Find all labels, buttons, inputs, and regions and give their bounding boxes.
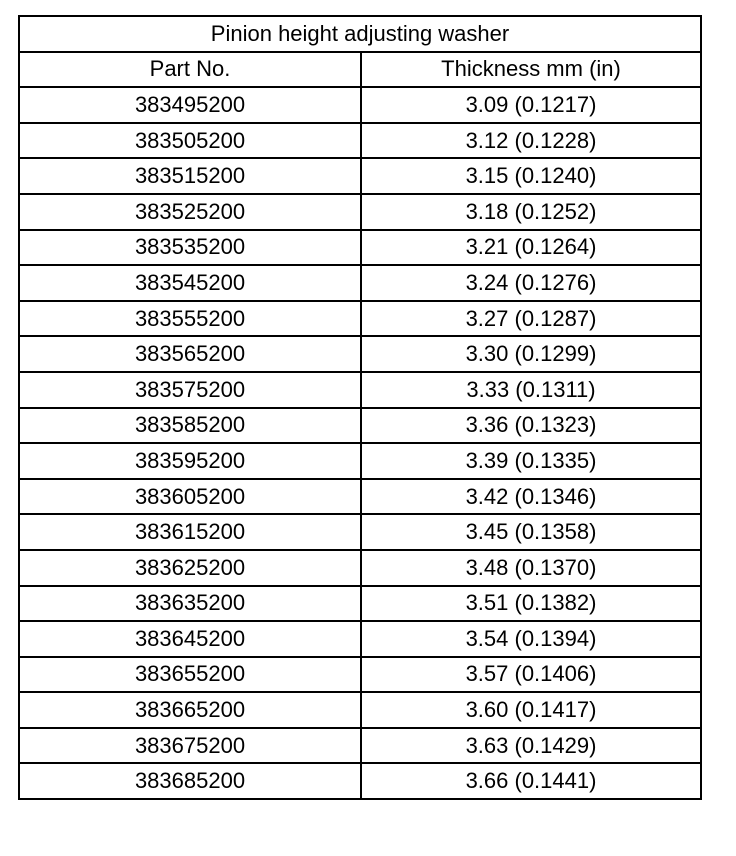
thickness-cell: 3.33 (0.1311) <box>361 372 701 408</box>
table-row <box>19 123 701 159</box>
table-row <box>19 657 701 693</box>
table-row <box>19 550 701 586</box>
thickness-cell: 3.12 (0.1228) <box>361 123 701 159</box>
part-number-cell: 383515200 <box>19 158 361 194</box>
part-number-cell: 383645200 <box>19 621 361 657</box>
part-number-cell: 383685200 <box>19 763 361 799</box>
thickness-cell: 3.15 (0.1240) <box>361 158 701 194</box>
table-row <box>19 230 701 266</box>
table-row <box>19 194 701 230</box>
table-row <box>19 763 701 799</box>
thickness-cell: 3.51 (0.1382) <box>361 586 701 622</box>
thickness-cell: 3.21 (0.1264) <box>361 230 701 266</box>
thickness-cell: 3.42 (0.1346) <box>361 479 701 515</box>
washer-table <box>18 15 702 800</box>
part-number-cell: 383605200 <box>19 479 361 515</box>
table-header-row <box>19 52 701 88</box>
table-row <box>19 586 701 622</box>
part-number-cell: 383565200 <box>19 336 361 372</box>
table-row <box>19 87 701 123</box>
table-title: Pinion height adjusting washer <box>19 16 701 52</box>
part-number-cell: 383655200 <box>19 657 361 693</box>
thickness-cell: 3.09 (0.1217) <box>361 87 701 123</box>
part-number-cell: 383595200 <box>19 443 361 479</box>
part-number-cell: 383535200 <box>19 230 361 266</box>
part-number-cell: 383545200 <box>19 265 361 301</box>
thickness-cell: 3.45 (0.1358) <box>361 514 701 550</box>
table-row <box>19 158 701 194</box>
thickness-cell: 3.27 (0.1287) <box>361 301 701 337</box>
thickness-cell: 3.18 (0.1252) <box>361 194 701 230</box>
part-number-cell: 383625200 <box>19 550 361 586</box>
thickness-cell: 3.36 (0.1323) <box>361 408 701 444</box>
part-number-cell: 383675200 <box>19 728 361 764</box>
table-title-row <box>19 16 701 52</box>
table-row <box>19 336 701 372</box>
part-number-cell: 383525200 <box>19 194 361 230</box>
part-number-cell: 383495200 <box>19 87 361 123</box>
table-row <box>19 514 701 550</box>
part-number-cell: 383665200 <box>19 692 361 728</box>
table-row <box>19 265 701 301</box>
table-row <box>19 728 701 764</box>
thickness-cell: 3.54 (0.1394) <box>361 621 701 657</box>
part-number-cell: 383635200 <box>19 586 361 622</box>
table-row <box>19 479 701 515</box>
thickness-cell: 3.30 (0.1299) <box>361 336 701 372</box>
thickness-cell: 3.48 (0.1370) <box>361 550 701 586</box>
table-body <box>19 87 701 799</box>
table-row <box>19 692 701 728</box>
thickness-cell: 3.63 (0.1429) <box>361 728 701 764</box>
thickness-cell: 3.24 (0.1276) <box>361 265 701 301</box>
header-thickness: Thickness mm (in) <box>361 52 701 88</box>
thickness-cell: 3.57 (0.1406) <box>361 657 701 693</box>
part-number-cell: 383615200 <box>19 514 361 550</box>
table-row <box>19 408 701 444</box>
thickness-cell: 3.60 (0.1417) <box>361 692 701 728</box>
thickness-cell: 3.66 (0.1441) <box>361 763 701 799</box>
part-number-cell: 383585200 <box>19 408 361 444</box>
part-number-cell: 383555200 <box>19 301 361 337</box>
table-row <box>19 372 701 408</box>
thickness-cell: 3.39 (0.1335) <box>361 443 701 479</box>
header-part-no: Part No. <box>19 52 361 88</box>
table-row <box>19 443 701 479</box>
table-row <box>19 621 701 657</box>
part-number-cell: 383575200 <box>19 372 361 408</box>
table-row <box>19 301 701 337</box>
part-number-cell: 383505200 <box>19 123 361 159</box>
